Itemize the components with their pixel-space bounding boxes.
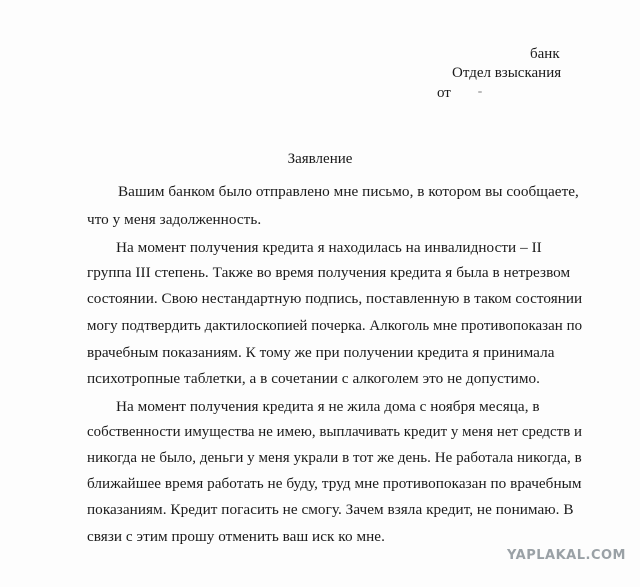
body-line: связи с этим прошу отменить ваш иск ко мне.: [87, 528, 385, 545]
body-line: На момент получения кредита я находилась на инвалидности – II: [116, 239, 542, 256]
body-line: состоянии. Свою нестандартную подпись, поставленную в таком состоянии: [87, 290, 583, 307]
document-title: Заявление: [287, 151, 353, 167]
body-line: что у меня задолженность.: [87, 211, 262, 228]
body-line: собственности имущества не имею, выплачивать кредит у меня нет средств и: [87, 423, 583, 440]
site-watermark: YAPLAKAL.COM: [507, 548, 626, 563]
recipient-department: Отдел взыскания: [452, 65, 562, 81]
body-line: врачебным показаниям. К тому же при получении кредита я принимала: [87, 344, 555, 361]
body-line: Вашим банком было отправлено мне письмо, в котором вы сообщаете,: [118, 183, 579, 200]
body-line: ближайшее время работать не буду, труд мне противопоказан по врачебным: [87, 475, 582, 492]
body-line: На момент получения кредита я не жила дома с ноября месяца, в: [116, 398, 540, 415]
sender-from: от: [437, 85, 451, 101]
body-line: группа III степень. Также во время получения кредита я была в нетрезвом: [87, 264, 571, 281]
body-line: могу подтвердить дактилоскопией почерка. Алкоголь мне противопоказан по: [87, 317, 583, 334]
body-line: психотропные таблетки, а в сочетании с алкоголем это не допустимо.: [87, 370, 540, 387]
scan-smudge: [478, 91, 482, 93]
recipient-bank: банк: [530, 46, 560, 62]
body-line: никогда не было, деньги у меня украли в тот же день. Не работала никогда, в: [87, 449, 582, 466]
body-line: показаниям. Кредит погасить не смогу. Зачем взяла кредит, не понимаю. В: [87, 501, 574, 518]
